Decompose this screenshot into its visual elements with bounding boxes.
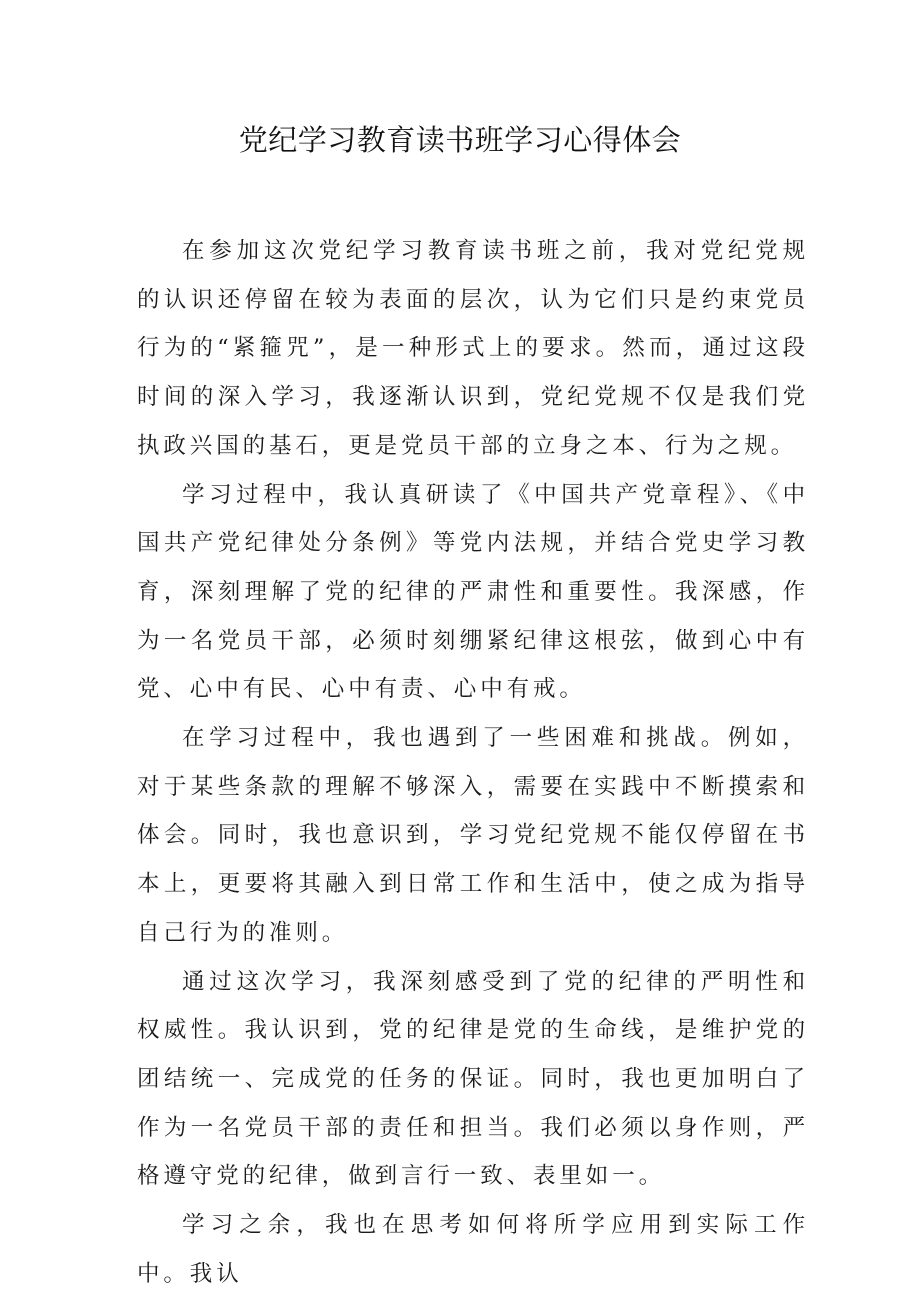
paragraph-3: 在学习过程中，我也遇到了一些困难和挑战。例如，对于某些条款的理解不够深入，需要在实践中不断摸索和体会。同时，我也意识到，学习党纪党规不能仅停留在书本上，更要将其融入到日常工作和生活中，使之成为指导自己行为的准则。 bbox=[137, 725, 809, 946]
document-body bbox=[137, 227, 809, 1298]
paragraph-5: 学习之余，我也在思考如何将所学应用到实际工作中。我认 bbox=[137, 1212, 809, 1287]
document-title: 党纪学习教育读书班学习心得体会 bbox=[238, 123, 682, 157]
paragraph-4: 通过这次学习，我深刻感受到了党的纪律的严明性和权威性。我认识到，党的纪律是党的生命线，是维护党的团结统一、完成党的任务的保证。同时，我也更加明白了作为一名党员干部的责任和担当。我们必须以身作则，严格遵守党的纪律，做到言行一致、表里如一。 bbox=[137, 968, 809, 1190]
paragraph-2: 学习过程中，我认真研读了《中国共产党章程》、《中国共产党纪律处分条例》等党内法规，并结合党史学习教育，深刻理解了党的纪律的严肃性和重要性。我深感，作为一名党员干部，必须时刻绷紧纪律这根弦，做到心中有党、心中有民、心中有责、心中有戒。 bbox=[137, 481, 809, 703]
paragraph-1: 在参加这次党纪学习教育读书班之前，我对党纪党规的认识还停留在较为表面的层次，认为它们只是约束党员行为的“紧箍咒”，是一种形式上的要求。然而，通过这段时间的深入学习，我逐渐认识到，党纪党规不仅是我们党执政兴国的基石，更是党员干部的立身之本、行为之规。 bbox=[137, 238, 809, 459]
